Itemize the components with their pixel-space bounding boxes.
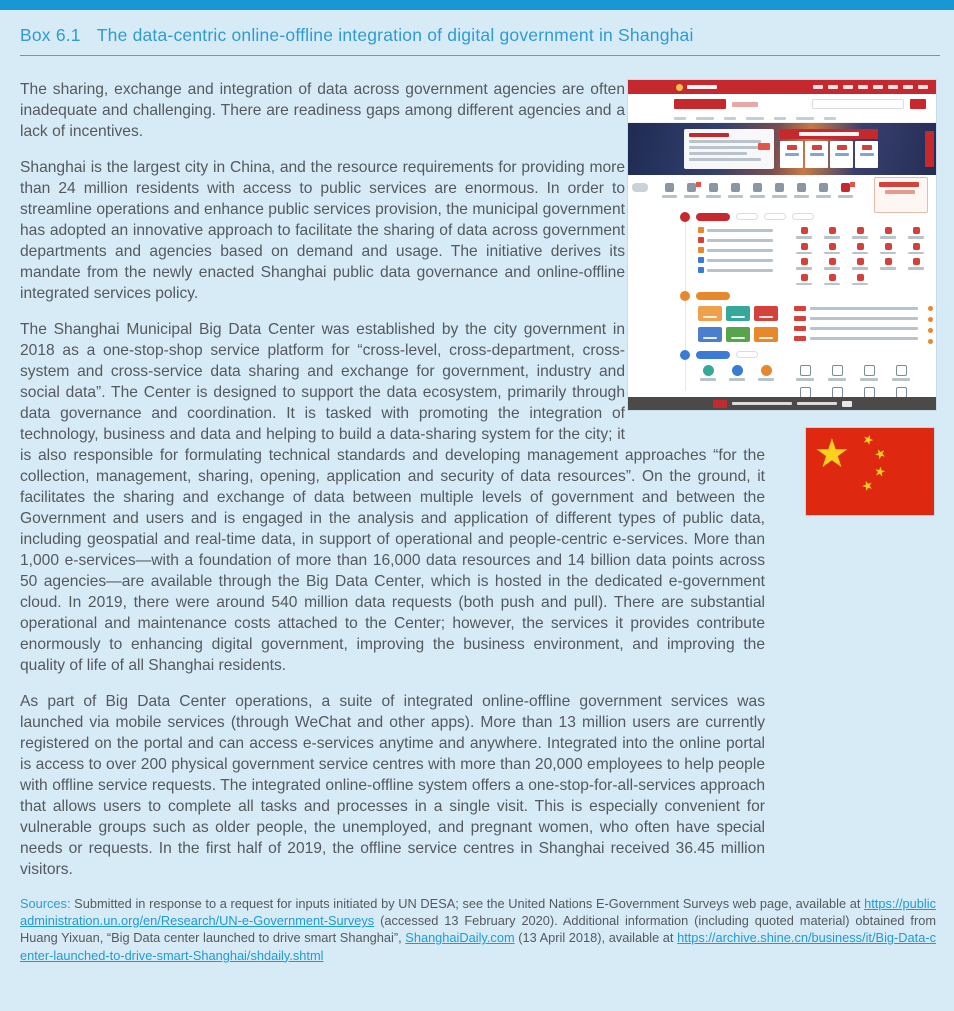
- decor-shape: [794, 183, 809, 198]
- body-paragraph: The Shanghai Municipal Big Data Center was established by the city government in 2018 as a one-stop-shop service platform for “cross-level, cross-department, cross-system and cross-service data sharing and exchange for government, industry and social data”. The Center is designed to support the data ecosystem, primarily through data governance and coordination. It is tasked with promoting the integration of technology, business and data and helping to build a data-sharing system for the city; it is also responsible for formulating technical standards and developing management approaches “for the collection, management, sharing, opening, application and security of data resources”. On the ground, it facilitates the sharing and exchange of data between multiple levels of government and between the Government and users and is engaged in the analysis and application of different types of public data, including geospatial and real-time data, in support of operational and people-centric e-services. More than 1,000 e-services—with a foundation of more than 16,000 data resources and 14 billion data points across 50 agencies—are available through the Big Data Center, which is hosted in the dedicated e-government cloud. In 2019, there were around 540 million data requests (both push and pull). There are substantial operational and maintenance costs attached to the Center; however, the services it provides contribute enormously to enhancing digital government, improving the business environment, and improving the quality of life of all Shanghai residents.: [20, 321, 765, 674]
- decor-shape: [890, 387, 912, 398]
- decor-shape: [774, 117, 786, 120]
- decor-shape: [878, 258, 898, 270]
- body-paragraph: The sharing, exchange and integration of data across government agencies are often inadequate and challenging. There are readiness gaps among different agencies and a lack of incentives.: [20, 81, 625, 140]
- section-outline-grid: [794, 365, 928, 397]
- floating-widget: [632, 183, 648, 192]
- body-paragraph: Shanghai is the largest city in China, and the resource requirements for providing more than 24 million residents with access to public services are enormous. In order to streamline operations and enhance public services provision, the municipal government has adopted an innovative approach to facilitate the sharing of data across government departments and agencies based on demand and usage. The initiative derives its mandate from the newly enacted Shanghai public data governance and online-offline integrated services policy.: [20, 159, 625, 302]
- decor-shape: [858, 85, 868, 89]
- decor-shape: [698, 257, 784, 263]
- flag-small-star-icon: ★: [859, 477, 876, 496]
- decor-shape: [794, 258, 814, 270]
- source-text: Submitted in response to a request for inputs initiated by UN DESA; see the United Nations E-Government Surveys web page, available at: [74, 896, 865, 911]
- decor-shape: [906, 258, 926, 270]
- section-tab: [736, 213, 758, 220]
- section-body: [628, 302, 928, 344]
- decor-shape: [805, 141, 828, 168]
- decor-shape: [794, 316, 918, 321]
- portal-sections: [628, 206, 936, 397]
- box-header: [0, 10, 954, 46]
- service-icons: [662, 183, 853, 198]
- decor-shape: [918, 85, 928, 89]
- portal-promo-card: [874, 177, 928, 213]
- portal-nav-links: [813, 85, 928, 89]
- top-accent-bar: [0, 0, 954, 10]
- decor-shape: [794, 326, 918, 331]
- portal-logo-text: [687, 85, 717, 89]
- decor-shape: [928, 306, 936, 311]
- decor-shape: [794, 387, 816, 398]
- decor-shape: [754, 306, 778, 321]
- banner-quick-links-panel: [684, 129, 774, 169]
- decor-shape: [698, 267, 784, 273]
- decor-shape: [684, 183, 699, 198]
- decor-shape: [674, 117, 686, 120]
- source-text: (13 April 2018), available at: [514, 930, 678, 946]
- decor-shape: [850, 274, 870, 286]
- decor-shape: [890, 365, 912, 381]
- section-news-list: [794, 306, 918, 344]
- section-icon: [680, 350, 690, 360]
- decor-shape: [794, 227, 814, 239]
- portal-section-themes: [628, 289, 928, 344]
- decor-shape: [858, 387, 880, 398]
- section-body: [628, 361, 928, 397]
- decor-shape: [780, 141, 803, 168]
- decor-shape: [928, 328, 936, 333]
- flag-small-star-icon: ★: [870, 445, 890, 464]
- decor-shape: [746, 117, 764, 120]
- decor-shape: [838, 183, 853, 198]
- decor-shape: [822, 258, 842, 270]
- section-title-pill: [696, 213, 730, 221]
- decor-shape: [698, 365, 718, 392]
- box-content: [0, 56, 954, 964]
- section-side-links: [928, 306, 936, 344]
- banner-statistics-panel: [780, 129, 878, 169]
- decor-shape: [728, 183, 743, 198]
- decor-shape: [750, 183, 765, 198]
- decor-shape: [822, 243, 842, 255]
- decor-shape: [698, 306, 722, 321]
- decor-shape: [727, 365, 747, 392]
- decor-shape: [698, 327, 722, 342]
- statistics-cards: [780, 141, 878, 168]
- section-icon-grid: [794, 227, 928, 285]
- china-flag-image: [806, 428, 934, 515]
- portal-banner: [628, 123, 936, 175]
- box-title: The data-centric online-offline integration of digital government in Shanghai: [96, 25, 694, 45]
- decor-shape: [696, 117, 714, 120]
- section-header: [628, 348, 928, 361]
- decor-shape: [906, 227, 926, 239]
- decor-shape: [754, 327, 778, 342]
- decor-shape: [826, 387, 848, 398]
- decor-shape: [706, 183, 721, 198]
- decor-shape: [822, 227, 842, 239]
- source-link[interactable]: https://publicadministration.un.org/en/Research/UN-e-Government-Surveys: [20, 896, 936, 929]
- decor-shape: [928, 317, 936, 322]
- decor-shape: [816, 183, 831, 198]
- portal-footer: [628, 397, 936, 410]
- sources-label: Sources:: [20, 896, 75, 911]
- decor-shape: [726, 306, 750, 321]
- decor-shape: [928, 339, 936, 344]
- section-title-pill: [696, 351, 730, 359]
- decor-shape: [726, 327, 750, 342]
- decor-shape: [826, 365, 848, 381]
- decor-shape: [772, 183, 787, 198]
- portal-search-button: [910, 99, 926, 109]
- section-tiles: [698, 306, 784, 344]
- decor-shape: [850, 258, 870, 270]
- decor-shape: [858, 365, 880, 381]
- portal-section-services: [628, 210, 928, 285]
- portal-section-departments: [628, 348, 928, 397]
- decor-shape: [906, 243, 926, 255]
- decor-shape: [698, 247, 784, 253]
- decor-shape: [855, 141, 878, 168]
- portal-slogan: [732, 102, 758, 107]
- decor-shape: [794, 274, 814, 286]
- decor-shape: [843, 85, 853, 89]
- decor-shape: [850, 227, 870, 239]
- section-tab: [792, 213, 814, 220]
- decor-shape: [796, 117, 814, 120]
- section-link-list: [698, 227, 784, 285]
- portal-search-input: [812, 99, 904, 109]
- portal-site-logo: [674, 99, 726, 109]
- flag-small-star-icon: ★: [872, 464, 887, 481]
- flag-small-star-icon: ★: [859, 431, 877, 450]
- decor-shape: [756, 365, 776, 392]
- portal-logo-search-bar: [628, 94, 936, 114]
- decor-shape: [794, 365, 816, 381]
- section-icon: [680, 212, 690, 222]
- decor-shape: [873, 85, 883, 89]
- decor-shape: [824, 117, 836, 120]
- decor-shape: [698, 237, 784, 243]
- box-number-label: Box 6.1: [20, 25, 81, 45]
- decor-shape: [822, 274, 842, 286]
- decor-shape: [850, 243, 870, 255]
- decor-shape: [878, 227, 898, 239]
- portal-top-nav: [628, 80, 936, 94]
- portal-sub-links: [628, 114, 936, 123]
- flag-large-star-icon: ★: [814, 431, 850, 477]
- section-tab: [736, 351, 758, 358]
- decor-shape: [794, 243, 814, 255]
- decor-shape: [724, 117, 736, 120]
- section-icon: [680, 291, 690, 301]
- section-circle-icons: [698, 365, 784, 397]
- decor-shape: [830, 141, 853, 168]
- banner-side-tab: [925, 131, 934, 167]
- decor-shape: [794, 306, 918, 311]
- source-text: (accessed 13 February 2020). Additional information (including quoted material) obtained from Huang Yixuan, “Big Data center launched to drive smart Shanghai”,: [20, 913, 936, 946]
- banner-badge: [758, 143, 770, 150]
- footer-seal: [842, 401, 852, 407]
- section-body: [628, 223, 928, 285]
- decor-shape: [698, 227, 784, 233]
- decor-shape: [662, 183, 677, 198]
- decor-shape: [813, 85, 823, 89]
- decor-shape: [903, 85, 913, 89]
- portal-screenshot-image: [628, 80, 936, 410]
- source-link[interactable]: ShanghaiDaily.com: [405, 930, 515, 946]
- source-link[interactable]: https://archive.shine.cn/business/it/Big-Data-center-launched-to-drive-smart-Shanghai/shdaily.shtml: [20, 930, 936, 963]
- sources-line: [20, 895, 936, 964]
- decor-shape: [878, 243, 898, 255]
- statistics-title: [780, 129, 878, 139]
- body-paragraph: As part of Big Data Center operations, a suite of integrated online-offline government services was launched via mobile services (through WeChat and other apps). More than 13 million users are currently registered on the portal and can access e-services anytime and anywhere. Integrated into the online portal is access to over 200 physical government service centres with more than 20,000 employees to help people with offline service requests. The integrated online-offline system offers a one-stop-for-all-services approach that allows users to complete all tasks and processes in a single visit. This is especially convenient for vulnerable groups such as older people, the unemployed, and pregnant women, who often have special needs or requests. In the first half of 2019, the offline service centres in Shanghai received 36.45 million visitors.: [20, 693, 765, 878]
- section-title-pill: [696, 292, 730, 300]
- decor-shape: [794, 336, 918, 341]
- decor-shape: [828, 85, 838, 89]
- decor-shape: [888, 85, 898, 89]
- section-tab: [764, 213, 786, 220]
- section-header: [628, 289, 928, 302]
- emblem-icon: [676, 84, 683, 91]
- footer-badge: [713, 400, 727, 408]
